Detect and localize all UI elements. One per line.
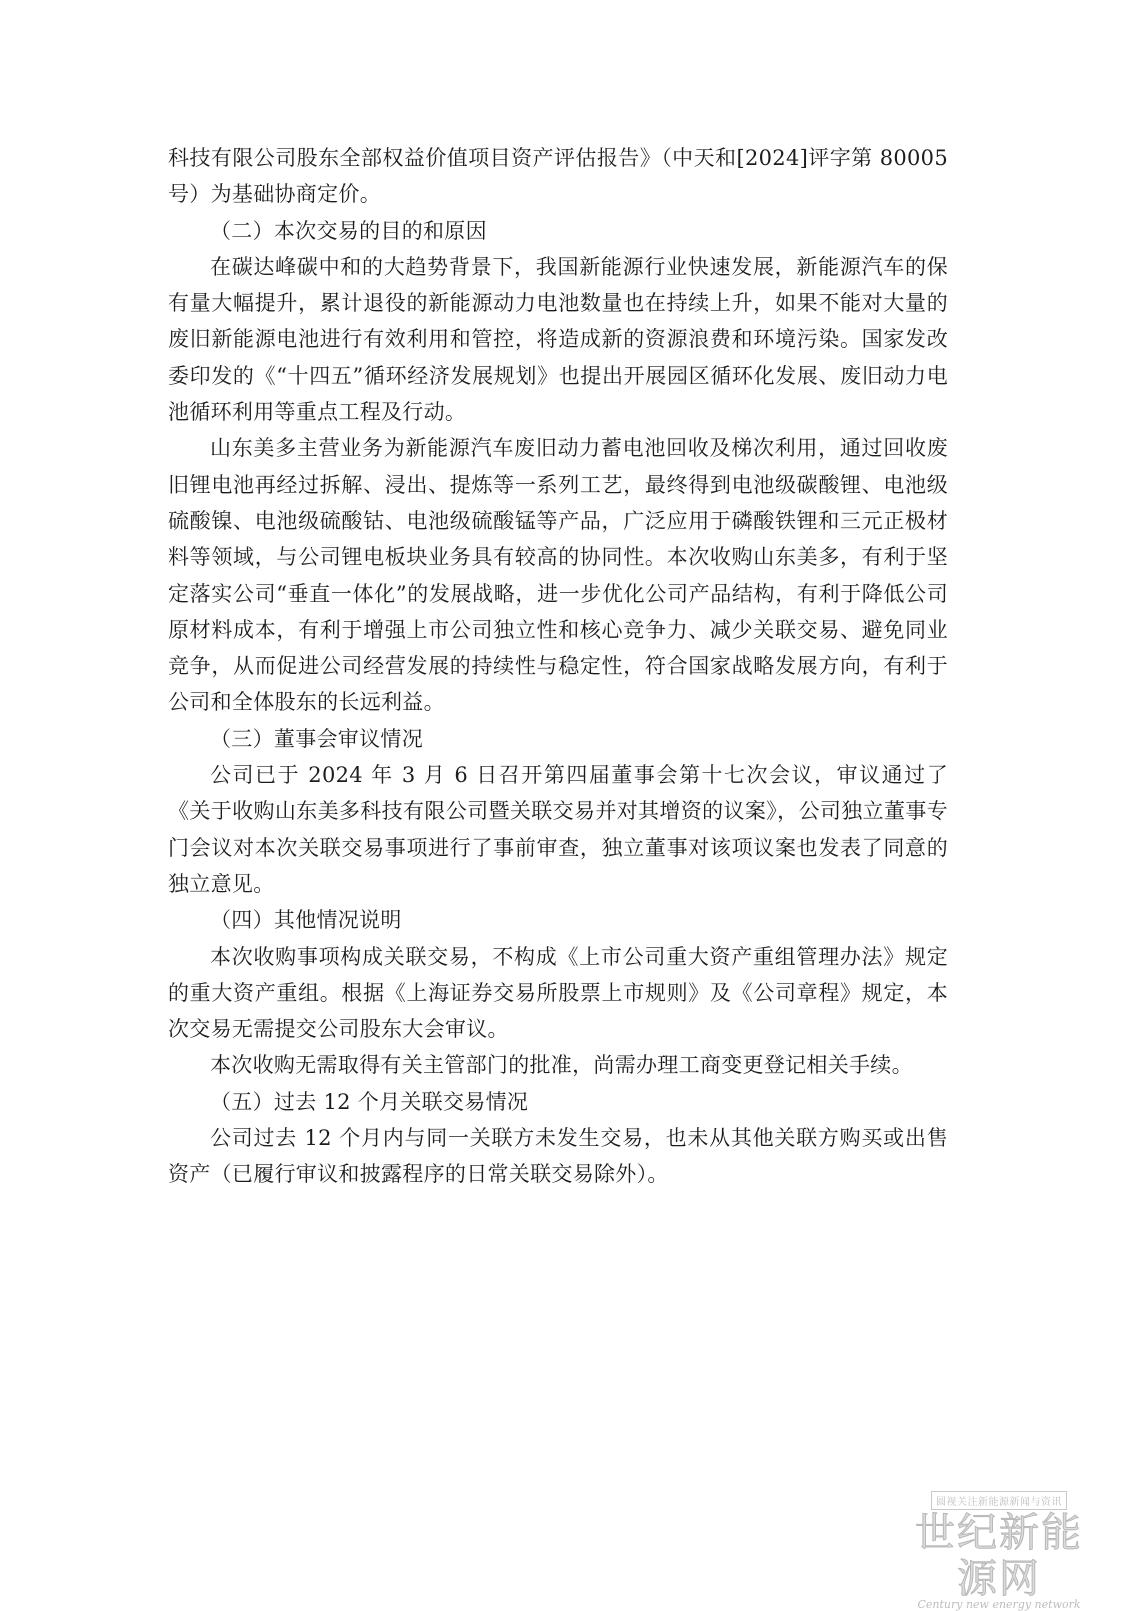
paragraph-business: 山东美多主营业务为新能源汽车废旧动力蓄电池回收及梯次利用，通过回收废旧锂电池再经过拆解、浸出、提炼等一系列工艺，最终得到电池级碳酸锂、电池级硫酸镍、电池级硫酸钴、电池级硫酸锰等产品，广泛应用于磷酸铁锂和三元正极材料等领域，与公司锂电板块业务具有较高的协同性。本次收购山东美多，有利于坚定落实公司“垂直一体化”的发展战略，进一步优化公司产品结构，有利于降低公司原材料成本，有利于增强上市公司独立性和核心竞争力、减少关联交易、避免同业竞争，从而促进公司经营发展的持续性与稳定性，符合国家战略发展方向，有利于公司和全体股东的长远利益。 [168, 436, 948, 715]
watermark-title: 世纪新能源网 [915, 1510, 1083, 1602]
watermark-subtitle: Century new energy network [917, 1598, 1081, 1611]
paragraph-related-transaction: 本次收购事项构成关联交易，不构成《上市公司重大资产重组管理办法》规定的重大资产重组。根据《上海证券交易所股票上市规则》及《公司章程》规定，本次交易无需提交公司股东大会审议。 [168, 944, 948, 1042]
paragraph-valuation-basis: 科技有限公司股东全部权益价值项目资产评估报告》（中天和[2024]评字第 80005 号）为基础协商定价。 [168, 146, 948, 207]
heading-other: （四）其他情况说明 [210, 908, 402, 933]
document-body [168, 140, 948, 1193]
paragraph-board-meeting: 公司已于 2024 年 3 月 6 日召开第四届董事会第十七次会议，审议通过了《关于收购山东美多科技有限公司暨关联交易并对其增资的议案》，公司独立董事专门会议对本次关联交易事项进行了事前审查，独立董事对该项议案也发表了同意的独立意见。 [168, 763, 948, 896]
watermark-tagline: 圆视关注新能源新闻与资讯 [931, 1491, 1067, 1510]
watermark-logo [899, 1490, 1099, 1611]
paragraph-approval: 本次收购无需取得有关主管部门的批准，尚需办理工商变更登记相关手续。 [210, 1053, 913, 1078]
heading-board-review: （三）董事会审议情况 [210, 726, 423, 751]
heading-past-12-months: （五）过去 12 个月关联交易情况 [210, 1089, 529, 1114]
paragraph-background: 在碳达峰碳中和的大趋势背景下，我国新能源行业快速发展，新能源汽车的保有量大幅提升，累计退役的新能源动力电池数量也在持续上升，如果不能对大量的废旧新能源电池进行有效利用和管控，将造成新的资源浪费和环境污染。国家发改委印发的《“十四五”循环经济发展规划》也提出开展园区循环化发展、废旧动力电池循环利用等重点工程及行动。 [168, 254, 948, 425]
heading-purpose: （二）本次交易的目的和原因 [210, 218, 487, 243]
paragraph-past-transactions: 公司过去 12 个月内与同一关联方未发生交易，也未从其他关联方购买或出售资产（已履行审议和披露程序的日常关联交易除外）。 [168, 1126, 948, 1187]
